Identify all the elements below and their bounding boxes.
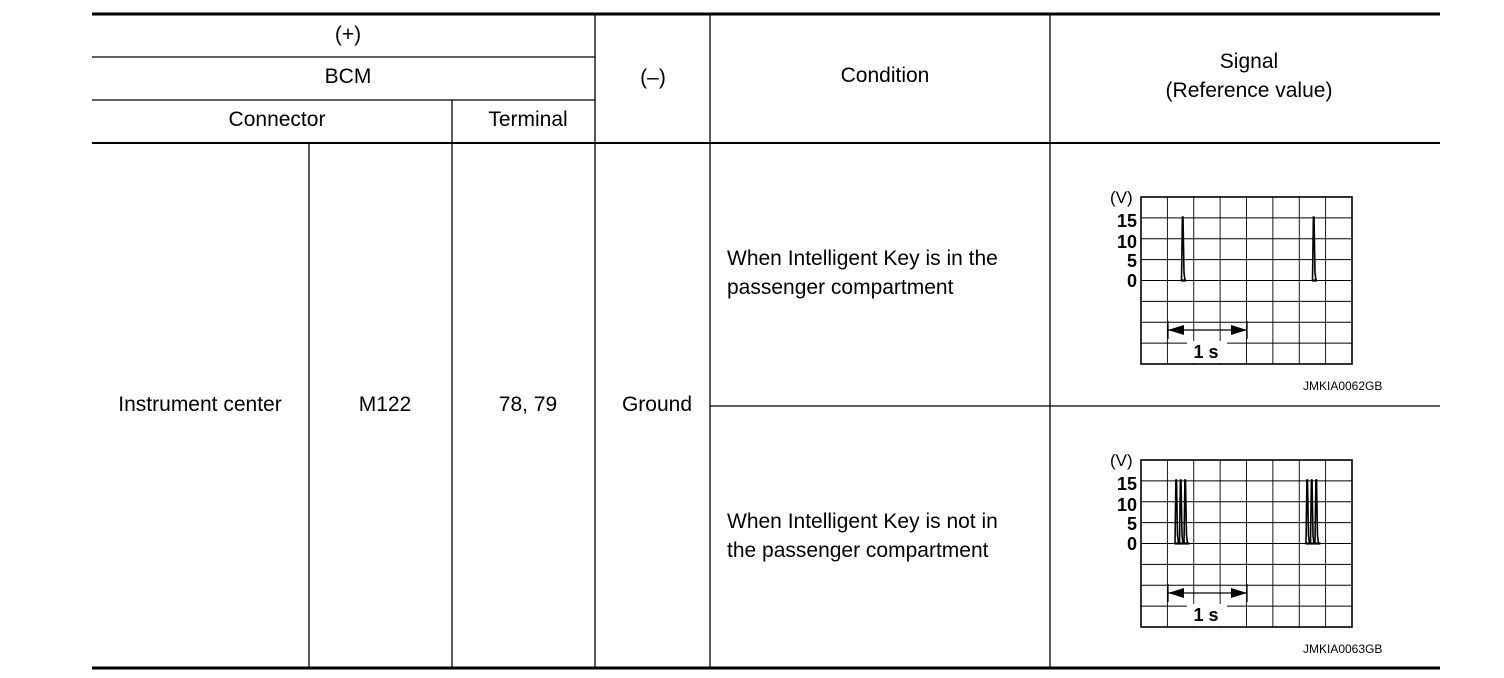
chart-1-unit-label: (V): [1110, 188, 1133, 207]
chart-2-pulse: [1175, 480, 1179, 544]
chart-1-time-arrow-left: [1168, 325, 1184, 335]
chart-2-tick-15: 15: [1116, 474, 1137, 494]
chart-2-pulse: [1315, 480, 1319, 544]
chart-2-time-arrow-right: [1231, 588, 1247, 598]
chart-2-tick-10: 10: [1116, 495, 1137, 515]
header-bcm: BCM: [324, 65, 372, 88]
condition-2-line-2: the passenger compartment: [727, 539, 989, 562]
chart-1-time-arrow-right: [1231, 325, 1247, 335]
chart-2-unit-label: (V): [1110, 451, 1133, 470]
chart-2-pulse: [1311, 480, 1315, 544]
chart-2-pulse: [1184, 480, 1188, 544]
header-plus: (+): [334, 23, 362, 46]
terminal-numbers: 78, 79: [498, 393, 558, 416]
header-signal-reference: (Reference value): [1165, 79, 1333, 102]
condition-1-line-2: passenger compartment: [727, 276, 954, 299]
chart-1-tick-5: 5: [1126, 251, 1137, 271]
header-signal: Signal: [1219, 50, 1279, 73]
figure-code-2: JMKIA0063GB: [1303, 642, 1383, 656]
header-terminal: Terminal: [488, 108, 568, 131]
chart-2-pulse: [1306, 480, 1310, 544]
chart-2-time-arrow-left: [1168, 588, 1184, 598]
chart-1-time-label: 1 s: [1193, 342, 1219, 362]
chart-1-pulse: [1313, 217, 1317, 281]
connector-name: Instrument center: [118, 393, 282, 416]
chart-1-pulse: [1182, 217, 1186, 281]
minus-ground: Ground: [621, 393, 693, 416]
header-condition: Condition: [840, 64, 930, 87]
signal-chart-2: [1110, 451, 1352, 627]
header-minus: (–): [640, 66, 666, 89]
signal-chart-1: [1110, 188, 1352, 364]
connector-number: M122: [358, 393, 412, 416]
figure-code-1: JMKIA0062GB: [1303, 379, 1383, 393]
chart-1-tick-10: 10: [1116, 232, 1137, 252]
condition-2-line-1: When Intelligent Key is not in: [727, 510, 998, 533]
condition-1-line-1: When Intelligent Key is in the: [727, 247, 998, 270]
chart-1-tick-0: 0: [1126, 271, 1137, 291]
chart-2-time-label: 1 s: [1193, 605, 1219, 625]
chart-2-pulse: [1180, 480, 1184, 544]
chart-1-tick-15: 15: [1116, 211, 1137, 231]
chart-2-tick-0: 0: [1126, 534, 1137, 554]
chart-2-tick-5: 5: [1126, 514, 1137, 534]
header-connector: Connector: [228, 108, 326, 131]
